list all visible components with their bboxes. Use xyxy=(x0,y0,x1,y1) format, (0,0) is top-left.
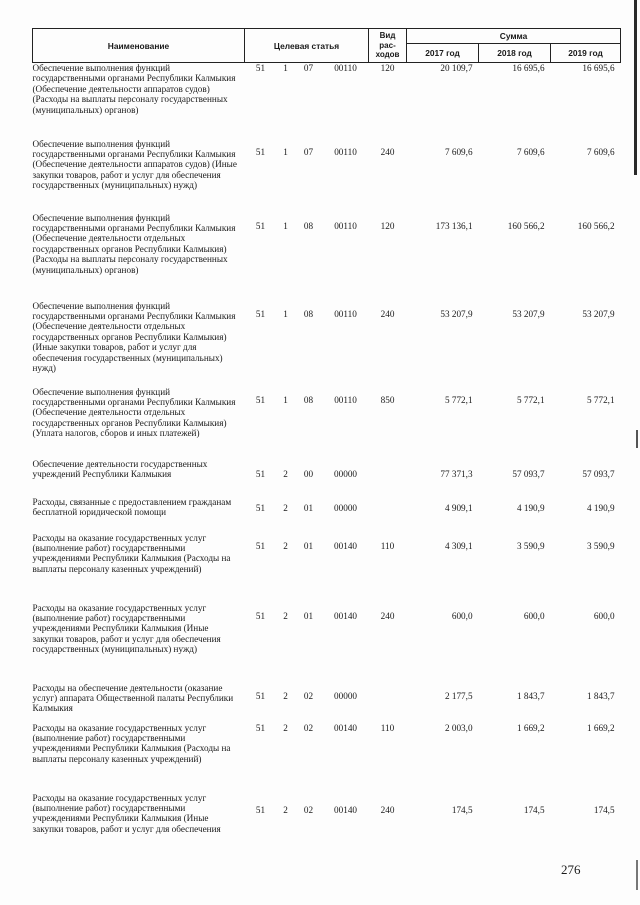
row-y2019: 1 843,7 xyxy=(586,690,615,701)
row-c4: 00000 xyxy=(334,468,357,479)
row-name: Обеспечение выполнения функций государственными органами Республики Калмыкия (Обеспечение деятельности отдельных государственных органов Республики Калмыкия) (Уплата налогов, сборов и иных платежей) xyxy=(32,386,236,439)
row-y2017: 20 109,7 xyxy=(440,63,473,73)
header-name: Наименование xyxy=(33,29,245,63)
row-y2017: 7 609,6 xyxy=(444,146,473,157)
table-row xyxy=(33,63,621,139)
row-c2: 1 xyxy=(283,308,288,319)
row-y2017: 4 309,1 xyxy=(444,540,473,551)
row-name: Обеспечение выполнения функций государственными органами Республики Калмыкия (Обеспечение деятельности аппаратов судов) (Иные закупки товаров, работ и услуг для обеспечения государственных (муниципальных) нужд) xyxy=(32,138,237,191)
table-row xyxy=(33,459,621,497)
row-y2019: 174,5 xyxy=(593,804,615,815)
row-y2019: 53 207,9 xyxy=(582,308,615,319)
row-y2017: 77 371,3 xyxy=(440,468,473,479)
scan-edge-mark xyxy=(636,860,638,890)
row-y2018: 5 772,1 xyxy=(516,394,545,405)
row-kind: 110 xyxy=(380,540,395,551)
row-name: Обеспечение выполнения функций государственными органами Республики Калмыкия (Обеспечение деятельности отдельных государственных органов Республики Калмыкия) (Иные закупки товаров, работ и услуг для обеспечения государственных (муниципальных) нужд) xyxy=(32,300,236,373)
table-row xyxy=(33,793,621,853)
row-kind: 240 xyxy=(380,804,395,815)
row-kind: 240 xyxy=(380,610,395,621)
row-c4: 00000 xyxy=(334,690,357,701)
budget-table xyxy=(32,28,621,853)
row-c2: 2 xyxy=(283,468,288,479)
row-y2017: 600,0 xyxy=(451,610,473,621)
row-kind: 120 xyxy=(380,220,395,231)
row-y2019: 600,0 xyxy=(593,610,615,621)
row-c4: 00000 xyxy=(334,502,357,513)
row-y2019: 7 609,6 xyxy=(586,146,615,157)
row-c3: 02 xyxy=(303,804,314,815)
row-c4: 00110 xyxy=(334,63,357,73)
row-y2019: 16 695,6 xyxy=(582,63,615,73)
row-name: Расходы на оказание государственных услуг (выполнение работ) государственными учреждениями Республики Калмыкия (Иные закупки товаров, работ и услуг для обеспечения государственных (муниципальных) нужд) xyxy=(32,602,221,655)
row-c3: 07 xyxy=(303,146,314,157)
header-year-2018: 2018 год xyxy=(479,44,551,63)
row-kind: 240 xyxy=(380,308,395,319)
row-c3: 01 xyxy=(303,540,314,551)
row-y2019: 160 566,2 xyxy=(577,220,615,231)
row-y2018: 600,0 xyxy=(523,610,545,621)
row-c3: 08 xyxy=(303,220,314,231)
row-y2019: 3 590,9 xyxy=(586,540,615,551)
table-row xyxy=(33,497,621,533)
row-c2: 2 xyxy=(283,690,288,701)
header-year-2019: 2019 год xyxy=(551,44,621,63)
header-year-2017: 2017 год xyxy=(407,44,479,63)
row-kind xyxy=(369,683,407,723)
table-row xyxy=(33,603,621,683)
row-y2018: 3 590,9 xyxy=(516,540,545,551)
row-c3: 07 xyxy=(303,63,314,73)
row-kind xyxy=(369,497,407,533)
row-c3: 02 xyxy=(303,722,314,733)
row-c1: 51 xyxy=(255,220,266,231)
row-y2018: 7 609,6 xyxy=(516,146,545,157)
row-c1: 51 xyxy=(255,308,266,319)
row-name: Обеспечение выполнения функций государственными органами Республики Калмыкия (Обеспечение деятельности аппаратов судов) (Расходы на выплаты персоналу государственных (муниципальных) органов) xyxy=(32,63,236,115)
row-c1: 51 xyxy=(255,690,266,701)
row-c2: 2 xyxy=(283,722,288,733)
row-c3: 01 xyxy=(303,610,314,621)
row-c4: 00110 xyxy=(334,394,357,405)
row-y2017: 174,5 xyxy=(451,804,473,815)
row-kind: 110 xyxy=(380,722,395,733)
row-c1: 51 xyxy=(255,540,266,551)
header-kind: Вид рас-ходов xyxy=(369,29,407,63)
row-y2018: 57 093,7 xyxy=(512,468,545,479)
row-c1: 51 xyxy=(255,804,266,815)
row-name: Расходы на оказание государственных услуг (выполнение работ) государственными учреждениями Республики Калмыкия (Расходы на выплаты персоналу казенных учреждений) xyxy=(32,722,231,764)
row-name: Расходы на обеспечение деятельности (оказание услуг) аппарата Общественной палаты Республики Калмыкия xyxy=(32,682,234,714)
row-c2: 2 xyxy=(283,804,288,815)
row-c1: 51 xyxy=(255,394,266,405)
row-y2019: 57 093,7 xyxy=(582,468,615,479)
row-c1: 51 xyxy=(255,502,266,513)
scan-edge-mark xyxy=(634,0,637,175)
page-number: 276 xyxy=(561,862,581,877)
row-y2018: 1 843,7 xyxy=(516,690,545,701)
header-target: Целевая статья xyxy=(245,29,369,63)
row-y2017: 53 207,9 xyxy=(440,308,473,319)
table-header xyxy=(33,29,621,63)
row-y2018: 53 207,9 xyxy=(512,308,545,319)
row-y2018: 174,5 xyxy=(523,804,545,815)
row-y2019: 5 772,1 xyxy=(586,394,615,405)
row-y2019: 4 190,9 xyxy=(586,502,615,513)
row-c1: 51 xyxy=(255,146,266,157)
row-c2: 2 xyxy=(283,610,288,621)
row-kind: 850 xyxy=(380,394,395,405)
row-name: Расходы на оказание государственных услуг (выполнение работ) государственными учреждениями Республики Калмыкия (Расходы на выплаты персоналу казенных учреждений) xyxy=(32,532,231,574)
table-row xyxy=(33,301,621,387)
table-body xyxy=(33,63,621,853)
row-kind xyxy=(369,459,407,497)
row-c4: 00140 xyxy=(334,540,357,551)
row-c3: 01 xyxy=(303,502,314,513)
row-c3: 02 xyxy=(303,690,314,701)
row-y2018: 4 190,9 xyxy=(516,502,545,513)
row-name: Расходы, связанные с предоставлением гражданам бесплатной юридической помощи xyxy=(32,496,232,517)
row-y2018: 160 566,2 xyxy=(507,220,545,231)
row-c2: 1 xyxy=(283,63,288,73)
row-kind: 240 xyxy=(380,146,395,157)
row-c2: 2 xyxy=(283,540,288,551)
row-kind: 120 xyxy=(380,63,395,73)
row-y2017: 2 003,0 xyxy=(444,722,473,733)
row-c4: 00140 xyxy=(334,804,357,815)
row-c2: 1 xyxy=(283,146,288,157)
row-c4: 00140 xyxy=(334,610,357,621)
row-c3: 08 xyxy=(303,394,314,405)
table-row xyxy=(33,683,621,723)
row-c1: 51 xyxy=(255,610,266,621)
row-y2018: 16 695,6 xyxy=(512,63,545,73)
row-name: Обеспечение выполнения функций государственными органами Республики Калмыкия (Обеспечение деятельности отдельных государственных органов Республики Калмыкия) (Расходы на выплаты персоналу государственных (муниципальных) органов) xyxy=(32,212,236,275)
row-y2017: 173 136,1 xyxy=(435,220,473,231)
row-name: Обеспечение деятельности государственных учреждений Республики Калмыкия xyxy=(32,458,208,479)
scan-edge-mark xyxy=(636,430,638,448)
table-row xyxy=(33,533,621,603)
table-row xyxy=(33,139,621,213)
row-y2017: 5 772,1 xyxy=(444,394,473,405)
row-c3: 08 xyxy=(303,308,314,319)
row-c1: 51 xyxy=(255,722,266,733)
row-c2: 2 xyxy=(283,502,288,513)
row-c4: 00140 xyxy=(334,722,357,733)
row-y2019: 1 669,2 xyxy=(586,722,615,733)
row-c1: 51 xyxy=(255,63,266,73)
row-c2: 1 xyxy=(283,220,288,231)
row-y2017: 4 909,1 xyxy=(444,502,473,513)
row-c1: 51 xyxy=(255,468,266,479)
header-sum: Сумма xyxy=(407,29,621,44)
row-y2017: 2 177,5 xyxy=(444,690,473,701)
table-row xyxy=(33,387,621,459)
row-c4: 00110 xyxy=(334,308,357,319)
row-c2: 1 xyxy=(283,394,288,405)
row-y2018: 1 669,2 xyxy=(516,722,545,733)
row-c4: 00110 xyxy=(334,146,357,157)
row-name: Расходы на оказание государственных услуг (выполнение работ) государственными учреждениями Республики Калмыкия (Иные закупки товаров, работ и услуг для обеспечения xyxy=(32,792,221,834)
row-c3: 00 xyxy=(303,468,314,479)
table-row xyxy=(33,213,621,301)
table-row xyxy=(33,723,621,793)
row-c4: 00110 xyxy=(334,220,357,231)
